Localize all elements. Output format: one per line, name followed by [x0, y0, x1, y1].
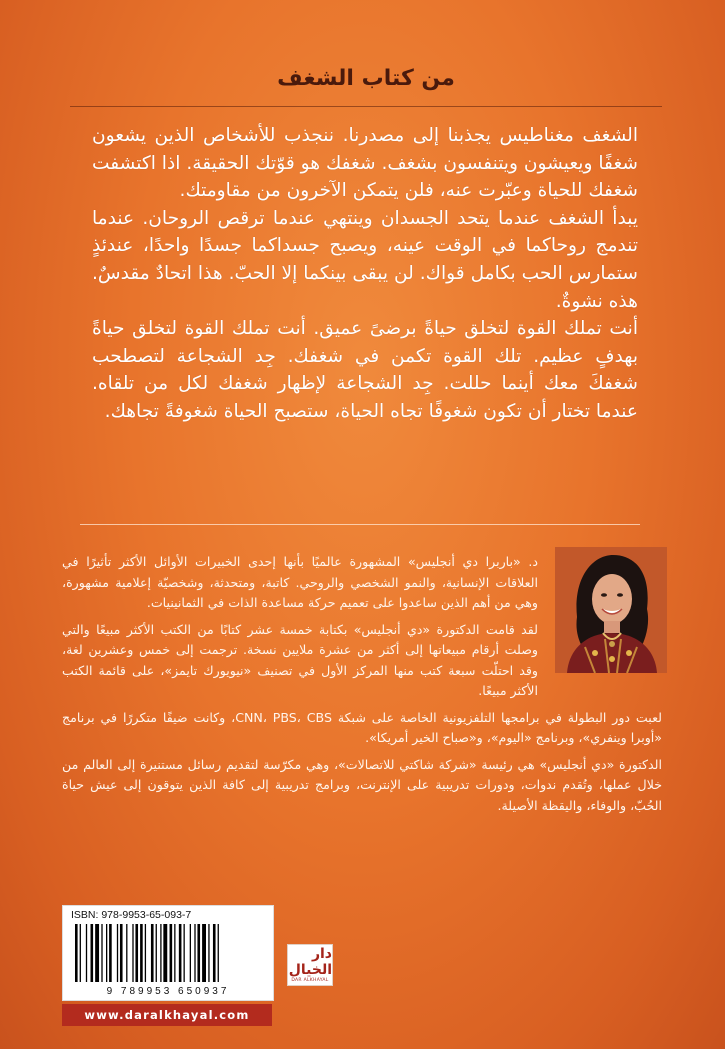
isbn-label: ISBN: 978-9953-65-093-7	[71, 909, 192, 921]
publisher-website[interactable]: www.daralkhayal.com	[62, 1004, 272, 1026]
barcode-graphic	[71, 924, 265, 984]
title-row	[70, 66, 662, 91]
section-divider	[80, 524, 640, 525]
book-excerpt	[92, 122, 638, 426]
publisher-logo-english: DAR ALKHAYAL	[291, 978, 329, 983]
section-title: من كتاب الشغف	[277, 66, 455, 91]
bio-paragraph: الدكتورة «دي أنجليس» هي رئيسة «شركة شاكتي للاتصالات»، وهي مكرّسة لتقديم رسائل مستنيرة إلى العالم من خلال عملها، وتُقدم ندوات، ودورات تدريبية على الإنترنت، وبرامج تدريبية إلى كافة الذين يتوقون إلى عيش حياة الحُبّ، والوفاء، واليقظة الأصيلة.	[62, 756, 662, 813]
excerpt-paragraph: يبدأ الشغف عندما يتحد الجسدان وينتهي عندما ترقص الروحان. عندما تندمج روحاكما في الوقت عينه، ويصبح جسداكما جسدًا واحدًا، عندئذٍ ستمارس الحب بكامل قواك. لن يبقى بينكما إلا الحبّ. هذا اتحادٌ مقدسٌ. هذه نشوةٌ.	[92, 207, 638, 312]
bio-paragraph: لعبت دور البطولة في برامجها التلفزيونية الخاصة على شبكة CNN، PBS، CBS، وكانت ضيفًا متكررًا في برنامج «أوبرا وينفري»، وبرنامج «اليوم»، و«صباح الخير أمريكا».	[62, 709, 662, 745]
excerpt-paragraph: الشغف مغناطيس يجذبنا إلى مصدرنا. ننجذب للأشخاص الذين يشعون شغفًا ويعيشون ويتنفسون بشغف. شغفك هو قوّتك الحقيقة. اذا اكتشفت شغفك للحياة وعبّرت عنه، فلن يتمكن الآخرون من مقاومتك.	[92, 125, 638, 202]
publisher-logo-arabic: دار الخيال	[288, 946, 332, 978]
bio-paragraph: د. «باربرا دي أنجليس» المشهورة عالميًا بأنها إحدى الخبيرات الأوائل الأكثر تأثيرًا في العلاقات الإنسانية، والنمو الشخصي والروحي. كاتبة، ومتحدثة، وشخصيّة إعلامية مشهورة، وهي من أهم الذين ساعدوا على تعميم حركة مساعدة الذات في الثمانينيات.	[62, 554, 538, 610]
bio-paragraph: لقد قامت الدكتورة «دي أنجليس» بكتابة خمسة عشر كتابًا من الكتب الأكثر مبيعًا والتي وصلت أرقام مبيعاتها إلى أكثر من عشرة ملايين نسخة. ترجمت إلى خمس وعشرين لغة، وقد احتلّت سبعة كتب منها المركز الأول في تصنيف «نيويورك تايمز»، على قائمة الكتب الأكثر مبيعًا.	[62, 621, 538, 698]
publisher-logo	[287, 944, 333, 986]
barcode-number: 9 789953 650937	[106, 986, 230, 997]
author-bio	[62, 552, 662, 822]
title-divider	[70, 106, 662, 107]
excerpt-paragraph: أنت تملك القوة لتخلق حياةً برضىً عميق. أنت تملك القوة لتخلق حياةً بهدفٍ عظيم. تلك القوة تكمن في شغفك. جِد الشجاعة لتصطحب شغفكَ معك أينما حللت. جِد الشجاعة لإظهار شغفك لكل من تلقاه. عندما تختار أن تكون شغوفًا تجاه الحياة، ستصبح الحياة شغوفةً تجاهك.	[92, 318, 638, 422]
barcode-panel	[62, 905, 274, 1001]
